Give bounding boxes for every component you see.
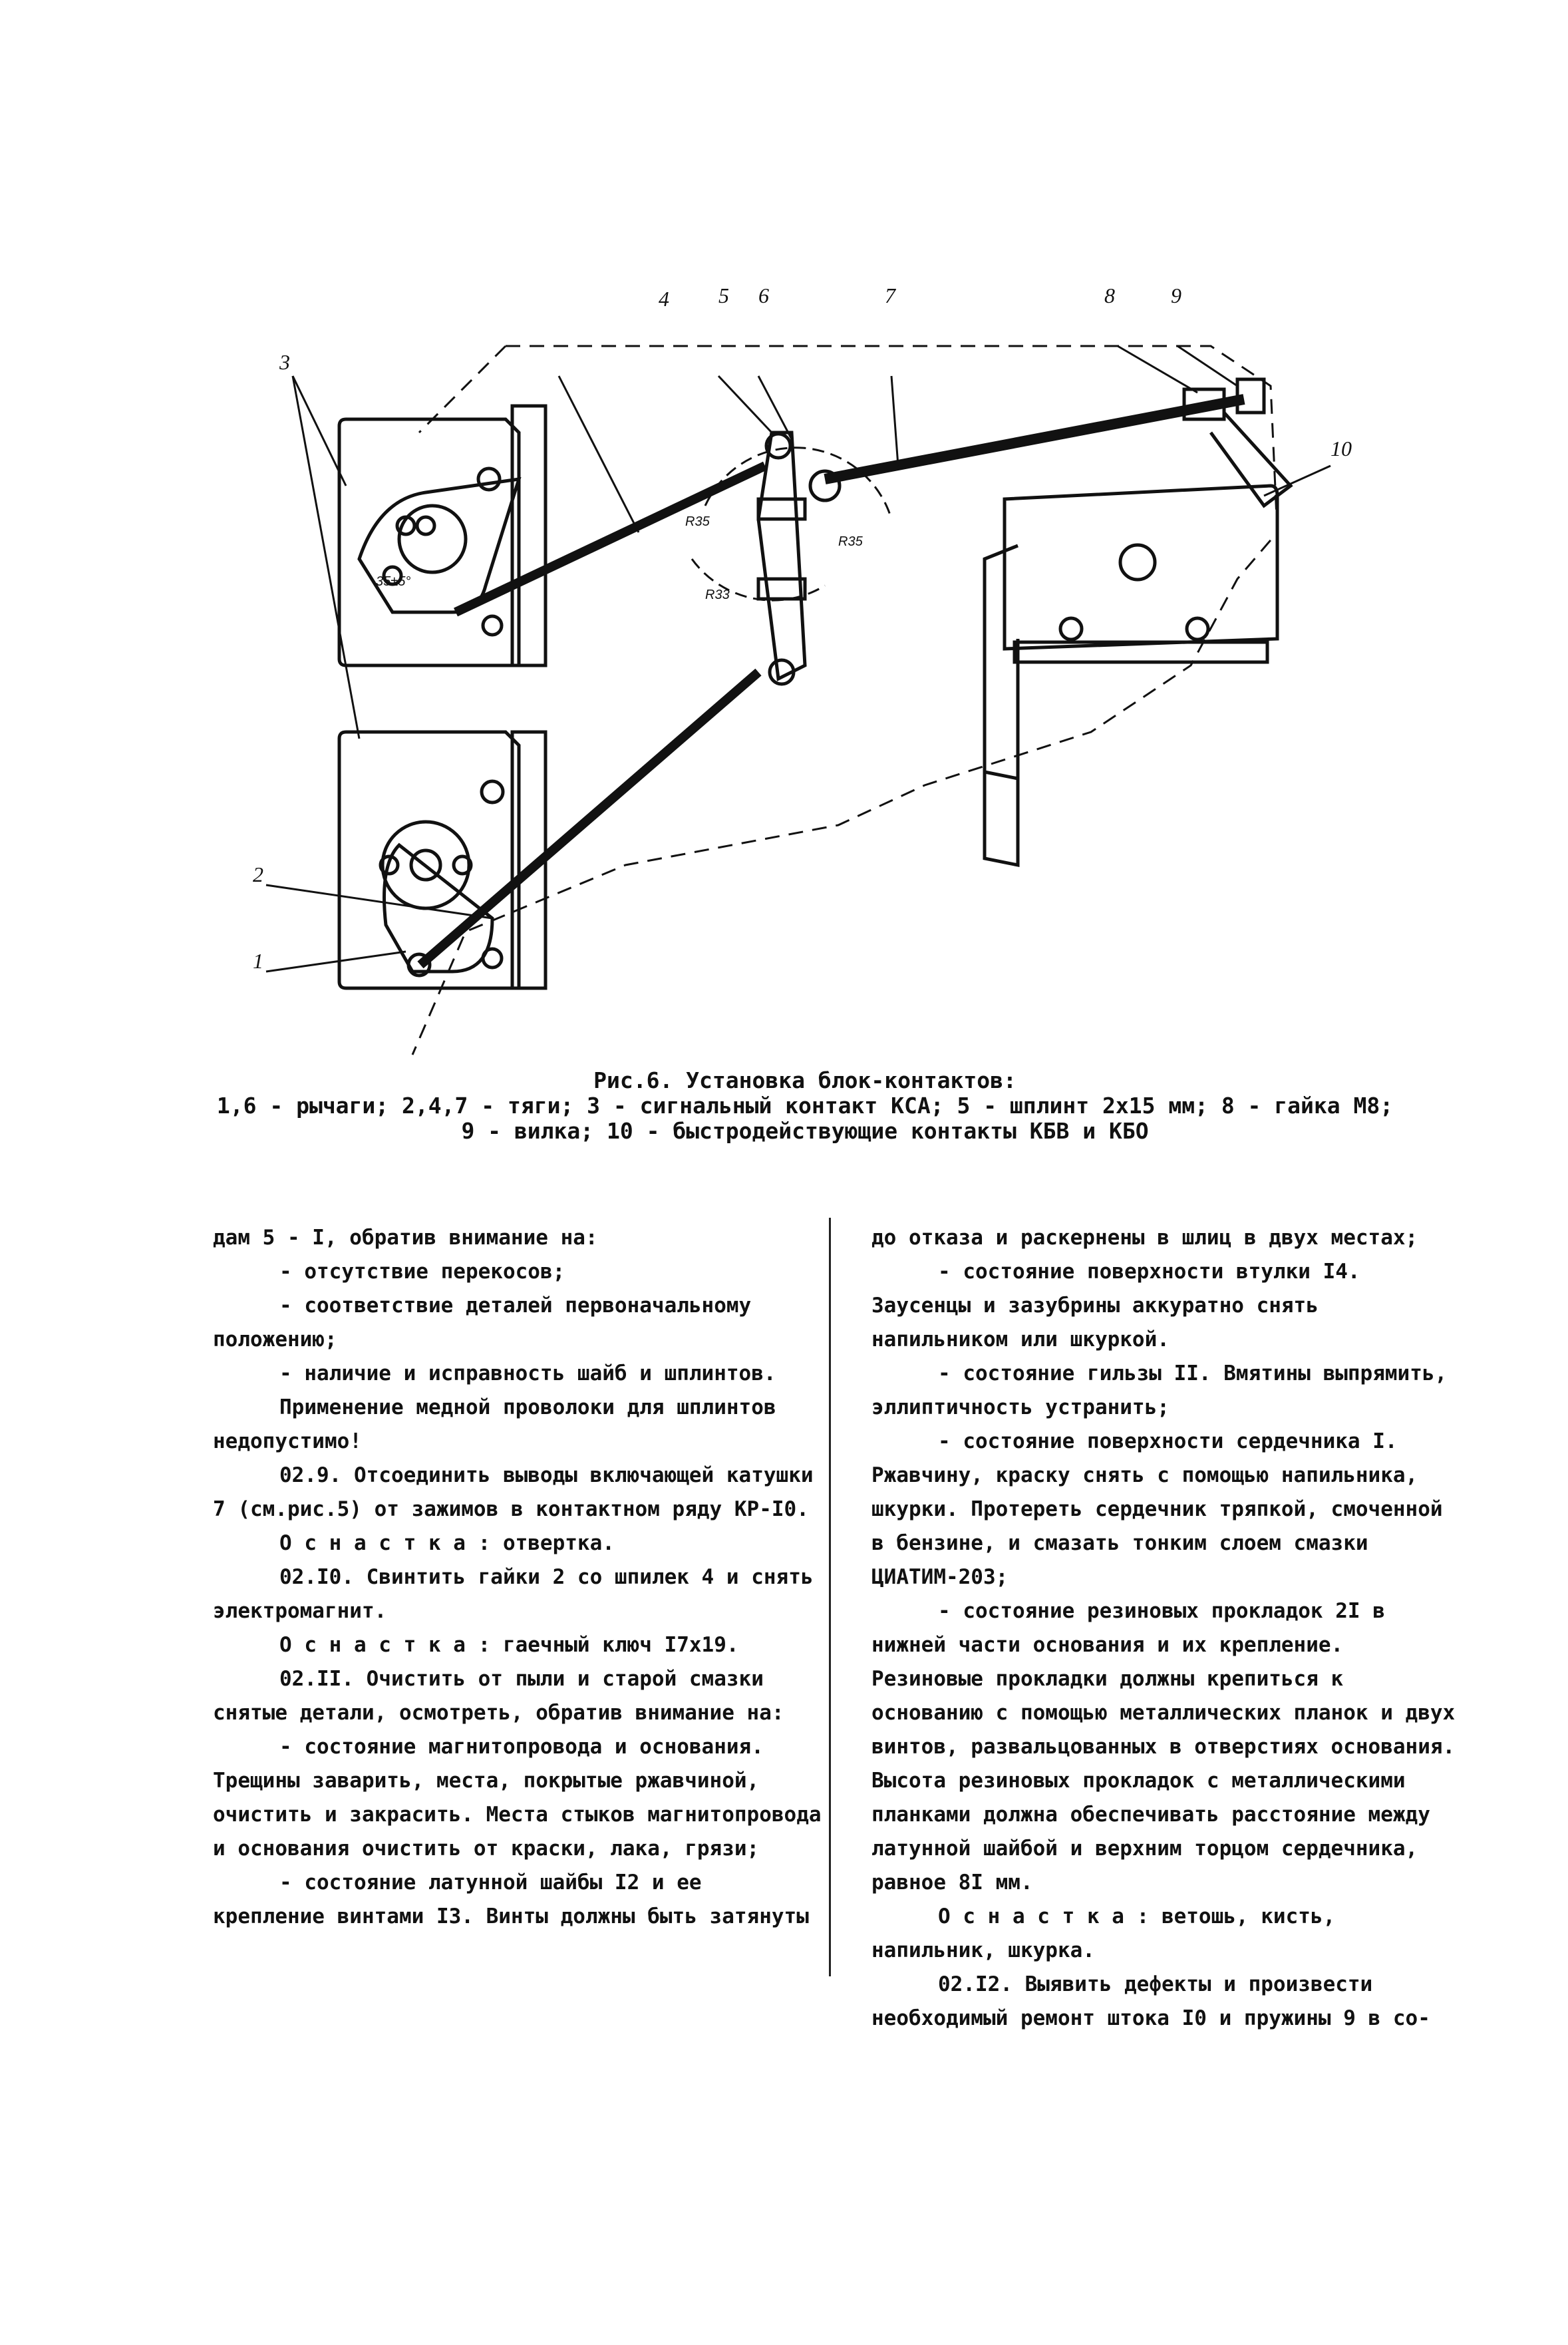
paragraph: - состояние латунной шайбы I2 и ее крепление винтами I3. Винты должны быть затянуты [213,1871,809,1928]
paragraph: до отказа и раскернены в шлиц в двух местах; [871,1226,1418,1250]
callout-8: 8 [1104,283,1115,307]
paragraph: 02.I0. Свинтить гайки 2 со шпилек 4 и снять электромагнит. [213,1565,814,1623]
callout-4: 4 [659,287,669,311]
dimension-r33: R33 [705,588,730,602]
paragraph: - состояние магнитопровода и основания. Трещины заварить, места, покрытые ржавчиной, очистить и закрасить. Места стыков магнитопровода и основания очистить от краски, лака, грязи; [213,1735,822,1861]
paragraph: 02.9. Отсоединить выводы включающей катушки 7 (см.рис.5) от зажимов в контактном ряду КР-I0. [213,1463,814,1521]
paragraph: - наличие и исправность шайб и шплинтов. [279,1361,776,1385]
caption-line-2: 9 - вилка; 10 - быстродействующие контакты КБВ и КБО [461,1118,1149,1144]
dimension-angle: 35±5° [376,574,411,589]
caption-title: Рис.6. Установка блок-контактов: [593,1067,1017,1093]
technical-drawing [226,266,1424,1065]
paragraph: О с н а с т к а : гаечный ключ I7х19. [279,1633,739,1657]
dimension-r35-right: R35 [838,534,863,549]
column-divider [829,1218,831,1976]
caption-line-1: 1,6 - рычаги; 2,4,7 - тяги; 3 - сигнальный контакт КСА; 5 - шплинт 2х15 мм; 8 - гайка М8; [216,1093,1394,1119]
callout-3: 3 [279,350,290,374]
right-column [871,1221,1457,2036]
paragraph: - состояние поверхности втулки I4. Заусенцы и зазубрины аккуратно снять напильником или шкуркой. [871,1260,1360,1352]
paragraph: 02.I2. Выявить дефекты и произвести необходимый ремонт штока I0 и пружины 9 в со- [871,1972,1430,2030]
paragraph: - отсутствие перекосов; [279,1260,565,1284]
callout-9: 9 [1171,283,1181,307]
callout-6: 6 [758,283,769,307]
paragraph: 02.II. Очистить от пыли и старой смазки снятые детали, осмотреть, обратив внимание на: [213,1667,784,1725]
paragraph: О с н а с т к а : отвертка. [279,1531,615,1555]
paragraph: - состояние поверхности сердечника I. Ржавчину, краску снять с помощью напильника, шкурки. Протереть сердечник тряпкой, смоченной в бензине, и смазать тонким слоем смазки ЦИАТИМ-203; [871,1429,1443,1589]
paragraph: - состояние резиновых прокладок 2I в нижней части основания и их крепление. Резиновые прокладки должны крепиться к основанию с помощью металлических планок и двух винтов, развальцованных в отверстиях основания. Высота резиновых прокладок с металлическими планками должна обеспечивать расстояние между латунной шайбой и верхним торцом сердечника, равное 8I мм. [871,1599,1456,1894]
left-column [213,1221,825,1934]
paragraph: дам 5 - I, обратив внимание на: [213,1226,598,1250]
figure-caption [180,1068,1430,1144]
callout-7: 7 [885,283,895,307]
callout-10: 10 [1331,437,1352,460]
callout-2: 2 [253,862,263,886]
dimension-r35-left: R35 [685,514,710,529]
drawing-svg [226,266,1424,1065]
callout-5: 5 [718,283,729,307]
callout-1: 1 [253,949,263,973]
paragraph: О с н а с т к а : ветошь, кисть, напильник, шкурка. [871,1904,1336,1962]
paragraph: Применение медной проволоки для шплинтов недопустимо! [213,1395,776,1453]
paragraph: - соответствие деталей первоначальному положению; [213,1294,752,1352]
paragraph: - состояние гильзы II. Вмятины выпрямить, эллиптичность устранить; [871,1361,1448,1419]
